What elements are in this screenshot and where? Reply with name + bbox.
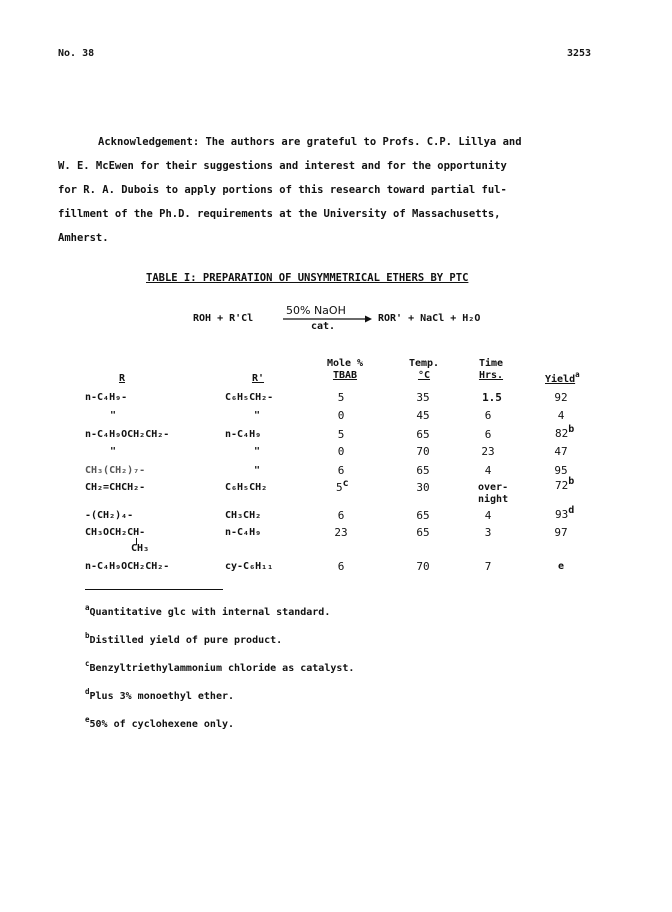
table-cell-r: CH₂=CHCH₂- xyxy=(85,482,146,493)
table-cell-mole: 0 xyxy=(337,409,345,422)
footnote-ref: b xyxy=(568,476,575,487)
table-cell-r-prime: C₆H₅CH₂ xyxy=(225,482,268,493)
footnote: $^b$Distilled yield of pure product. xyxy=(85,631,283,646)
column-header-r: R xyxy=(118,373,126,384)
footnote-ref: d xyxy=(568,505,575,516)
acknowledgement-line: W. E. McEwen for their suggestions and interest and for the opportunity xyxy=(58,160,507,172)
table-cell-mole: 6 xyxy=(337,464,345,477)
table-cell-r: n-C₄H₉OCH₂CH₂- xyxy=(85,429,170,440)
footnote: $^d$Plus 3% monoethyl ether. xyxy=(85,687,235,702)
table-cell-yield: 92 xyxy=(554,391,568,404)
table-cell-temp: 65 xyxy=(416,526,430,539)
table-cell-r-prime: " xyxy=(254,465,261,476)
table-cell-temp: 65 xyxy=(416,509,430,522)
table-cell-yield: 93$^d$ xyxy=(555,505,575,521)
acknowledgement-line: Acknowledgement: The authors are grateful to Profs. C.P. Lillya and xyxy=(98,136,522,148)
table-cell-yield: 72$^b$ xyxy=(555,476,575,492)
table-cell-mole: 0 xyxy=(337,445,345,458)
table-cell-r-prime: n-C₄H₉ xyxy=(225,527,262,538)
column-header-temperature: Temp. °C xyxy=(408,358,440,381)
acknowledgement-paragraph xyxy=(58,130,522,250)
table-cell-yield: 4 xyxy=(557,409,565,422)
table-cell-r: " xyxy=(110,410,117,421)
table-cell-r: -(CH₂)₄- xyxy=(85,510,134,521)
footnote-separator xyxy=(85,589,223,590)
table-cell-time: over- xyxy=(478,482,509,493)
table-cell-r-prime: C₆H₅CH₂- xyxy=(225,392,274,403)
table-cell-r: n-C₄H₉OCH₂CH₂- xyxy=(85,561,170,572)
table-cell-temp: 65 xyxy=(416,464,430,477)
table-cell-r-prime: " xyxy=(254,446,261,457)
table-cell-r: CH₃(CH₂)₇- xyxy=(85,465,146,476)
acknowledgement-line: Amherst. xyxy=(58,232,109,244)
table-cell-temp: 30 xyxy=(416,481,430,494)
table-cell-yield: 95 xyxy=(554,464,568,477)
table-cell-mole: 5 xyxy=(337,391,345,404)
table-cell-r-prime: cy-C₆H₁₁ xyxy=(225,561,274,572)
column-header-time: Time Hrs. xyxy=(478,358,504,381)
table-cell-r: " xyxy=(110,446,117,457)
table-cell-temp: 65 xyxy=(416,428,430,441)
table-cell-time: 1.5 xyxy=(482,391,502,404)
column-header-mole-percent: Mole % TBAB xyxy=(326,358,364,381)
table-cell-temp: 45 xyxy=(416,409,430,422)
table-cell-time: 3 xyxy=(484,526,492,539)
table-cell-mole: 6 xyxy=(337,560,345,573)
table-cell-mole: 5$^c$ xyxy=(336,478,349,494)
table-cell-yield: 82$^b$ xyxy=(555,424,575,440)
table-cell-time: 23 xyxy=(481,445,495,458)
table-cell-time: 6 xyxy=(484,428,492,441)
journal-issue-number: No. 38 xyxy=(58,48,95,59)
table-cell-time-cont: night xyxy=(478,494,509,505)
table-cell-r-prime: " xyxy=(254,410,261,421)
table-cell-r-prime: n-C₄H₉ xyxy=(225,429,262,440)
acknowledgement-line: for R. A. Dubois to apply portions of this research toward partial ful- xyxy=(58,184,507,196)
reaction-reactants: ROH + R'Cl xyxy=(193,313,254,324)
acknowledgement-line: fillment of the Ph.D. requirements at the University of Massachusetts, xyxy=(58,208,501,220)
table-cell-r-prime: CH₃CH₂ xyxy=(225,510,262,521)
table-cell-temp: 70 xyxy=(416,560,430,573)
column-header-yield: Yield$^a$ xyxy=(545,370,580,385)
table-cell-mole: 23 xyxy=(334,526,348,539)
table-cell-r: n-C₄H₉- xyxy=(85,392,128,403)
table-title: TABLE I: PREPARATION OF UNSYMMETRICAL ETHERS BY PTC xyxy=(146,272,469,284)
footnote: $^c$Benzyltriethylammonium chloride as catalyst. xyxy=(85,659,355,674)
column-header-r-prime: R' xyxy=(251,373,265,384)
table-cell-mole: 5 xyxy=(337,428,345,441)
table-cell-yield: e xyxy=(557,561,565,572)
page-number: 3253 xyxy=(567,48,592,59)
table-cell-time: 4 xyxy=(484,509,492,522)
reaction-reagent: 50% NaOH xyxy=(286,304,346,317)
table-cell-yield: 47 xyxy=(554,445,568,458)
table-cell-time: 7 xyxy=(484,560,492,573)
footnote: $^a$Quantitative glc with internal standard. xyxy=(85,603,331,618)
reaction-catalyst: cat. xyxy=(311,321,336,332)
table-cell-time: 4 xyxy=(484,464,492,477)
footnote-ref: c xyxy=(342,478,349,489)
table-cell-time: 6 xyxy=(484,409,492,422)
table-cell-temp: 70 xyxy=(416,445,430,458)
table-cell-mole: 6 xyxy=(337,509,345,522)
reaction-products: ROR' + NaCl + H₂O xyxy=(378,313,481,324)
branch-methyl: CH₃ xyxy=(131,543,150,554)
table-cell-r: CH₃OCH₂CH- xyxy=(85,527,146,538)
table-cell-temp: 35 xyxy=(416,391,430,404)
table-cell-yield: 97 xyxy=(554,526,568,539)
footnote-ref: b xyxy=(568,424,575,435)
footnote: $^e$50% of cyclohexene only. xyxy=(85,715,235,730)
